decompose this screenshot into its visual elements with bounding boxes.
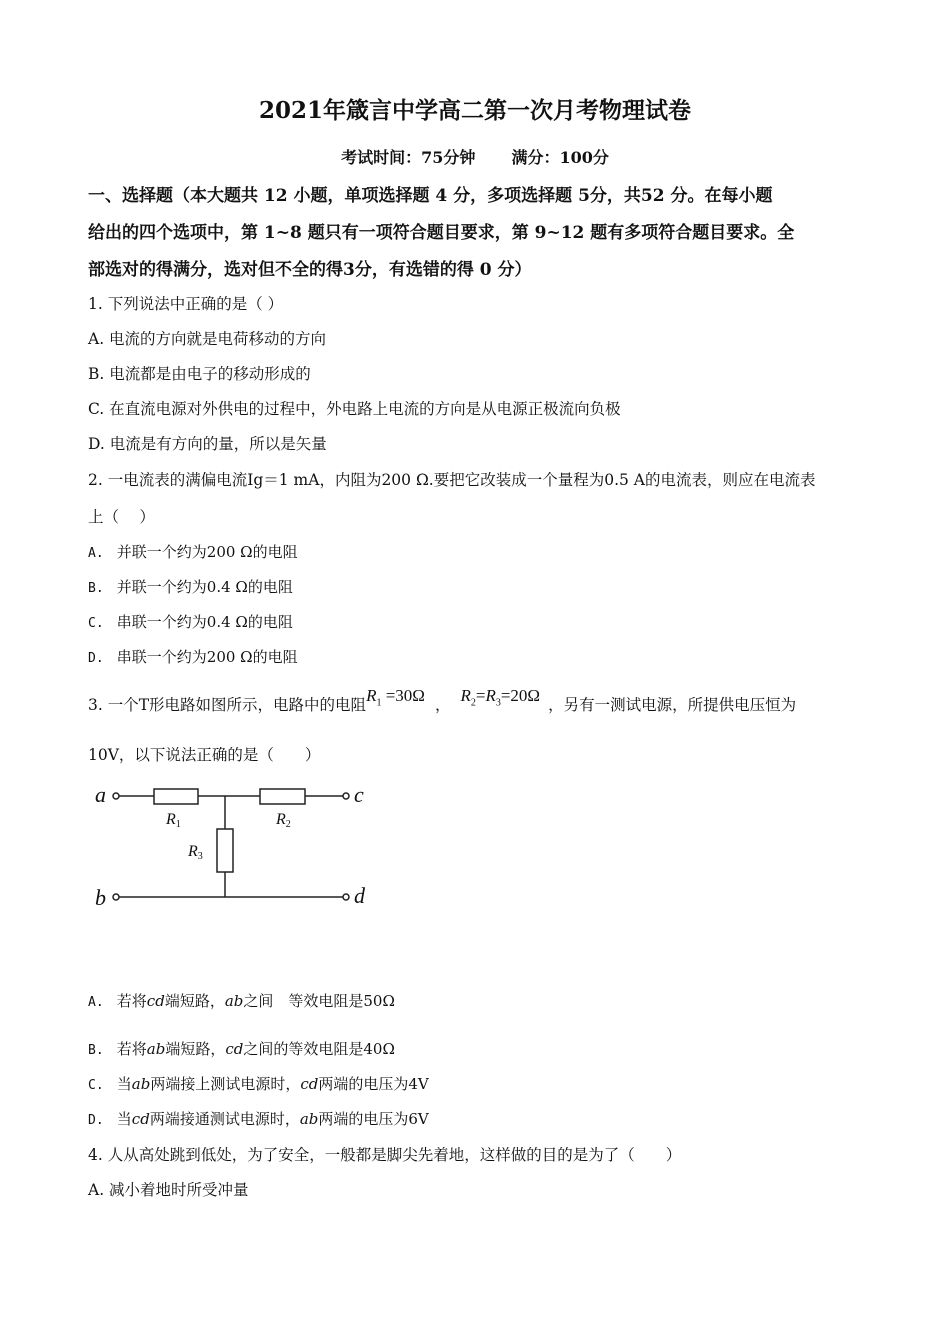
q4-stem: 4. 人从高处跳到低处，为了安全，一般都是脚尖先着地，这样做的目的是为了（ ）: [88, 1146, 682, 1164]
terminal-b-node: [113, 894, 119, 900]
resistor-r1: [154, 789, 198, 804]
q2-option-b: B. 并联一个约为0.4 Ω的电阻: [88, 578, 293, 596]
terminal-d-node: [343, 894, 349, 900]
q1-stem: 1. 下列说法中正确的是（ ）: [88, 295, 284, 313]
page-title: 2021年箴言中学高二第一次月考物理试卷: [258, 97, 691, 124]
r3-label: R3: [188, 843, 203, 862]
q2-option-d: D. 串联一个约为200 Ω的电阻: [88, 648, 298, 666]
section-instructions-line-2: 给出的四个选项中，第 1~8 题只有一项符合题目要求，第 9~12 题有多项符合题目要求。全: [88, 223, 795, 243]
q1-option-d: D. 电流是有方向的量，所以是矢量: [88, 435, 327, 453]
resistor-r3: [217, 829, 233, 872]
q2-option-a: A. 并联一个约为200 Ω的电阻: [88, 543, 298, 561]
terminal-c-label: c: [354, 782, 364, 807]
terminal-c-node: [343, 793, 349, 799]
q2-option-c: C. 串联一个约为0.4 Ω的电阻: [88, 613, 293, 631]
q2-stem-line-1: 2. 一电流表的满偏电流Ig＝1 mA，内阻为200 Ω.要把它改装成一个量程为0.5 A的电流表，则应在电流表: [88, 471, 816, 489]
section-instructions-line-3: 部选对的得满分，选对但不全的得3分，有选错的得 0 分）: [88, 260, 532, 280]
resistor-r2: [260, 789, 305, 804]
terminal-b-label: b: [95, 885, 106, 910]
full-score: 满分：100分: [511, 148, 609, 167]
q1-option-b: B. 电流都是由电子的移动形成的: [88, 365, 311, 383]
r1-label: R1: [166, 811, 181, 830]
q3-stem-line-1: 3. 一个T形电路如图所示，电路中的电阻$R_1 =30\Omega$ ， $R_2=R_3=20\Omega$ ，另有一测试电源，所提供电压恒为: [88, 686, 797, 714]
r2-label: R2: [276, 811, 291, 830]
r23-formula: $R_2=R_3=20\Omega$: [460, 686, 541, 709]
q1-option-a: A. 电流的方向就是电荷移动的方向: [88, 330, 327, 348]
q1-option-c: C. 在直流电源对外供电的过程中，外电路上电流的方向是从电源正极流向负极: [88, 400, 621, 418]
q3-stem-line-2: 10V，以下说法正确的是（ ）: [88, 746, 321, 764]
r1-formula: $R_1 =30\Omega$: [366, 686, 425, 709]
terminal-d-label: d: [354, 883, 365, 908]
q4-option-a: A. 减小着地时所受冲量: [88, 1181, 249, 1199]
q3-option-d: D. 当cd两端接通测试电源时，ab两端的电压为6V: [88, 1110, 429, 1128]
section-instructions-line-1: 一、选择题（本大题共 12 小题，单项选择题 4 分，多项选择题 5分，共52 分。在每小题: [88, 186, 773, 206]
terminal-a-label: a: [95, 782, 106, 807]
q3-option-c: C. 当ab两端接上测试电源时，cd两端的电压为4V: [88, 1075, 429, 1093]
exam-info: [0, 145, 950, 168]
exam-time: 考试时间：75分钟: [341, 148, 476, 167]
q3-option-b: B. 若将ab端短路，cd之间的等效电阻是40Ω: [88, 1040, 395, 1058]
q3-option-a: A. 若将cd端短路，ab之间 等效电阻是50Ω: [88, 992, 395, 1010]
q2-stem-line-2: 上（ ）: [88, 508, 155, 526]
terminal-a-node: [113, 793, 119, 799]
t-circuit-diagram: [88, 778, 388, 918]
